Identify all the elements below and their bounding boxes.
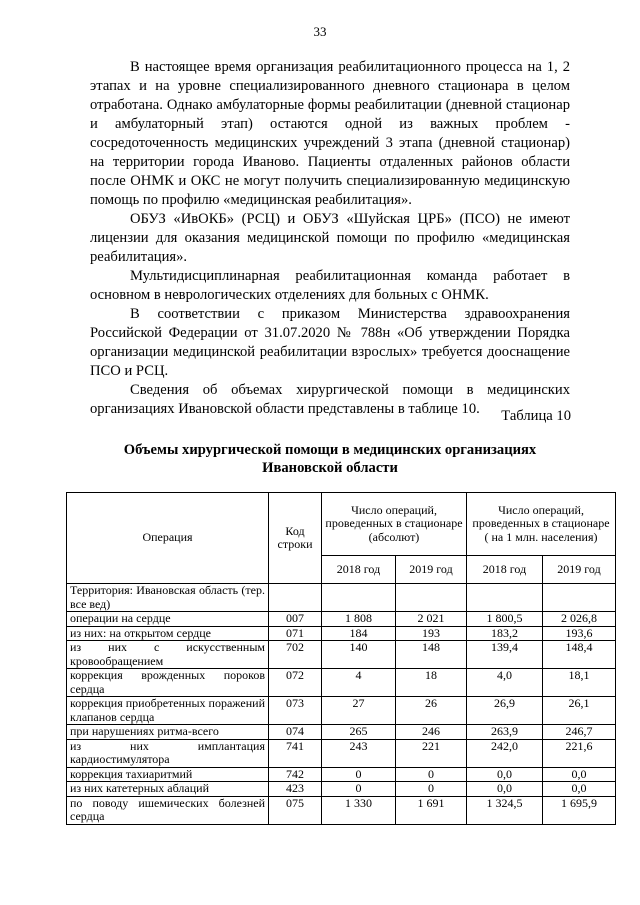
value-cell: 1 324,5 — [467, 796, 543, 824]
table-row — [67, 626, 616, 641]
code-cell: 073 — [269, 697, 322, 725]
value-cell: 265 — [322, 725, 396, 740]
table-row — [67, 796, 616, 824]
paragraph: Сведения об объемах хирургической помощи в медицинских организациях Ивановской области представлены в таблице 10. — [90, 382, 570, 417]
code-cell: 702 — [269, 641, 322, 669]
value-cell: 221 — [396, 739, 467, 767]
value-cell: 0 — [396, 782, 467, 797]
code-cell: 423 — [269, 782, 322, 797]
value-cell: 27 — [322, 697, 396, 725]
header-absolute: Число операций, проведенных в стационаре (абсолют) — [322, 493, 467, 556]
header-operation: Операция — [67, 493, 269, 584]
value-cell: 0 — [322, 767, 396, 782]
operation-cell: операции на сердце — [67, 612, 269, 627]
value-cell: 4 — [322, 669, 396, 697]
value-cell: 26,9 — [467, 697, 543, 725]
paragraph: В настоящее время организация реабилитационного процесса на 1, 2 этапах и на уровне специализированного дневного стационара в целом отработана. Однако амбулаторные формы реабилитации (дневной стационар и амбулаторный этап) остаются одной из важных проблем - сосредоточенность медицинских учреждений 3 этапа (дневной стационар) на территории города Иваново. Пациенты отдаленных районов области после ОНМК и ОКС не могут получить специализированную медицинскую помощь по профилю «медицинская реабилитация». — [90, 59, 570, 208]
value-cell: 193 — [396, 626, 467, 641]
value-cell: 1 691 — [396, 796, 467, 824]
value-cell: 148,4 — [543, 641, 616, 669]
value-cell: 0,0 — [543, 767, 616, 782]
value-cell: 18 — [396, 669, 467, 697]
table-row — [67, 584, 616, 612]
value-cell: 26 — [396, 697, 467, 725]
value-cell — [543, 584, 616, 612]
value-cell: 4,0 — [467, 669, 543, 697]
value-cell: 193,6 — [543, 626, 616, 641]
value-cell: 26,1 — [543, 697, 616, 725]
operation-cell: из них катетерных аблаций — [67, 782, 269, 797]
value-cell: 0,0 — [543, 782, 616, 797]
code-cell: 007 — [269, 612, 322, 627]
operation-cell: коррекция приобретенных поражений клапанов сердца — [67, 697, 269, 725]
operation-cell: коррекция врожденных пороков сердца — [67, 669, 269, 697]
table-row — [67, 697, 616, 725]
value-cell: 0 — [396, 767, 467, 782]
header-2018-absolute: 2018 год — [322, 556, 396, 584]
table-row — [67, 739, 616, 767]
value-cell: 1 330 — [322, 796, 396, 824]
value-cell: 0 — [322, 782, 396, 797]
value-cell — [467, 584, 543, 612]
table-body — [67, 584, 616, 825]
value-cell: 242,0 — [467, 739, 543, 767]
body-text — [90, 58, 570, 419]
table-title: Объемы хирургической помощи в медицинских организациях Ивановской области — [123, 442, 537, 476]
header-2019-per-million: 2019 год — [543, 556, 616, 584]
code-cell: 071 — [269, 626, 322, 641]
code-cell: 074 — [269, 725, 322, 740]
header-2019-absolute: 2019 год — [396, 556, 467, 584]
code-cell: 072 — [269, 669, 322, 697]
value-cell: 18,1 — [543, 669, 616, 697]
table-row — [67, 767, 616, 782]
table-row — [67, 782, 616, 797]
table-row — [67, 641, 616, 669]
page-number: 33 — [313, 24, 327, 39]
value-cell: 1 695,9 — [543, 796, 616, 824]
value-cell: 183,2 — [467, 626, 543, 641]
value-cell: 0,0 — [467, 782, 543, 797]
header-code: Код строки — [269, 493, 322, 584]
paragraph: ОБУЗ «ИвОКБ» (РСЦ) и ОБУЗ «Шуйская ЦРБ» (ПСО) не имеют лицензии для оказания медицинской помощи по профилю «медицинская реабилитация». — [90, 211, 570, 265]
value-cell: 2 021 — [396, 612, 467, 627]
value-cell: 0,0 — [467, 767, 543, 782]
code-cell: 741 — [269, 739, 322, 767]
table-row — [67, 612, 616, 627]
operation-cell: из них имплантация кардиостимулятора — [67, 739, 269, 767]
operation-cell: Территория: Ивановская область (тер. все вед) — [67, 584, 269, 612]
table-row — [67, 669, 616, 697]
operation-cell: из них с искусственным кровообращением — [67, 641, 269, 669]
value-cell: 140 — [322, 641, 396, 669]
operation-cell: из них: на открытом сердце — [67, 626, 269, 641]
header-2018-per-million: 2018 год — [467, 556, 543, 584]
code-cell: 075 — [269, 796, 322, 824]
value-cell: 221,6 — [543, 739, 616, 767]
surgery-volume-table — [66, 492, 616, 825]
table-label: Таблица 10 — [501, 408, 571, 424]
value-cell: 1 808 — [322, 612, 396, 627]
value-cell: 2 026,8 — [543, 612, 616, 627]
paragraph: Мультидисциплинарная реабилитационная команда работает в основном в неврологических отделениях для больных с ОНМК. — [90, 268, 570, 303]
value-cell: 263,9 — [467, 725, 543, 740]
value-cell: 148 — [396, 641, 467, 669]
operation-cell: при нарушениях ритма-всего — [67, 725, 269, 740]
value-cell: 243 — [322, 739, 396, 767]
value-cell: 246 — [396, 725, 467, 740]
value-cell: 246,7 — [543, 725, 616, 740]
value-cell — [322, 584, 396, 612]
table-row — [67, 725, 616, 740]
value-cell — [396, 584, 467, 612]
operation-cell: коррекция тахиаритмий — [67, 767, 269, 782]
header-per-million: Число операций, проведенных в стационаре ( на 1 млн. населения) — [467, 493, 616, 556]
operation-cell: по поводу ишемических болезней сердца — [67, 796, 269, 824]
value-cell: 139,4 — [467, 641, 543, 669]
code-cell: 742 — [269, 767, 322, 782]
value-cell: 184 — [322, 626, 396, 641]
value-cell: 1 800,5 — [467, 612, 543, 627]
paragraph: В соответствии с приказом Министерства здравоохранения Российской Федерации от 31.07.2020 № 788н «Об утверждении Порядка организации медицинской реабилитации взрослых» требуется дооснащение ПСО и РСЦ. — [90, 306, 570, 379]
code-cell — [269, 584, 322, 612]
